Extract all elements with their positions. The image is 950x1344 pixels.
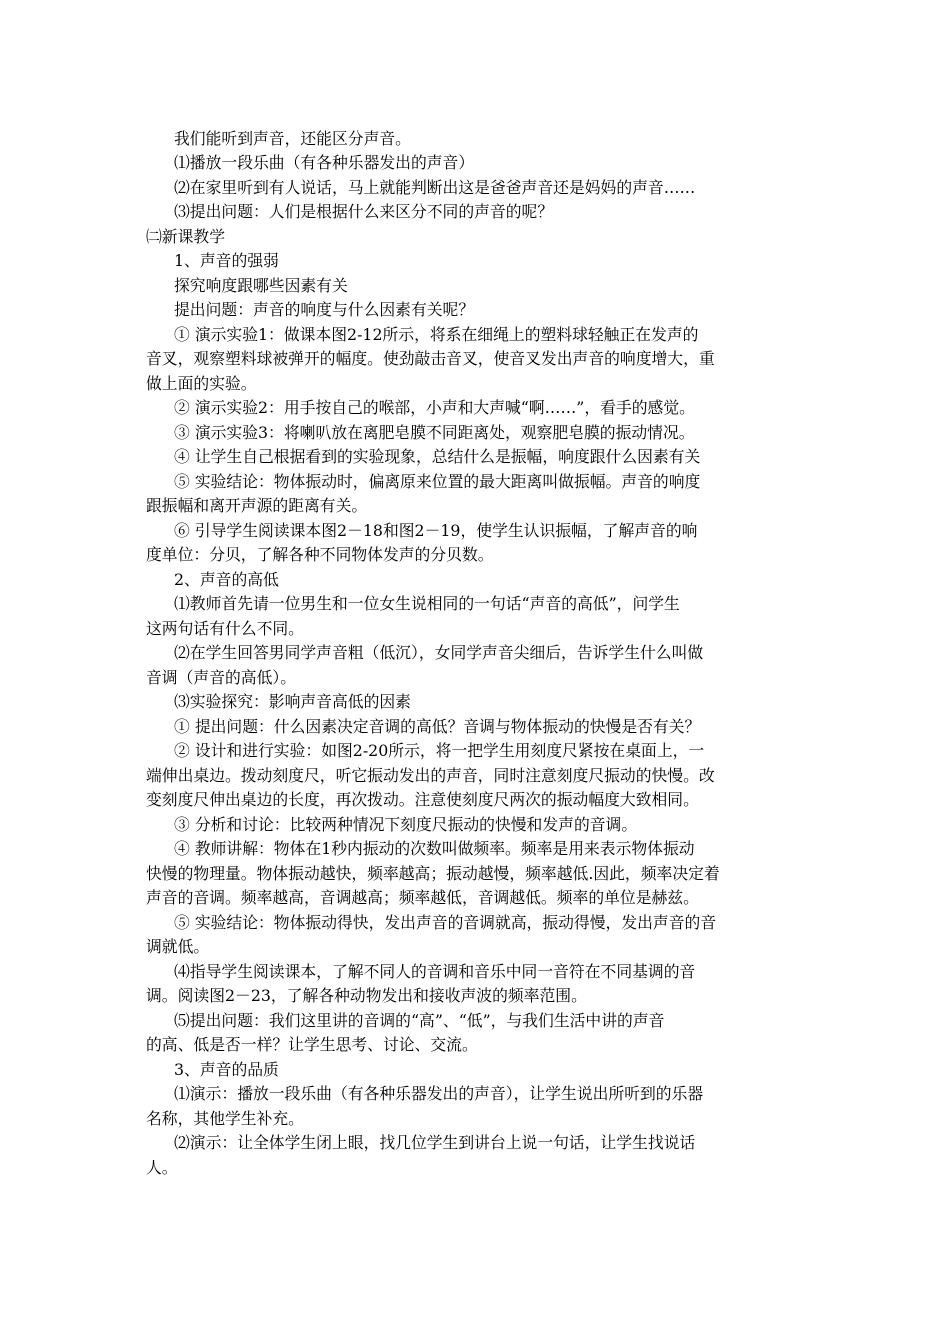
text-line: ⑴教师首先请一位男生和一位女生说相同的一句话“声音的高低”，问学生: [174, 594, 680, 613]
text-line: ④ 让学生自己根据看到的实验现象，总结什么是振幅，响度跟什么因素有关: [174, 447, 701, 466]
text-line: ⑵在家里听到有人说话，马上就能判断出这是爸爸声音还是妈妈的声音……: [174, 178, 696, 197]
text-line: ① 提出问题：什么因素决定音调的高低？音调与物体振动的快慢是否有关？: [174, 717, 701, 736]
text-line: ⑷指导学生阅读课本，了解不同人的音调和音乐中同一音符在不同基调的音: [174, 962, 696, 981]
text-line: ④ 教师讲解：物体在1秒内振动的次数叫做频率。频率是用来表示物体振动: [174, 839, 695, 858]
text-line: 变刻度尺伸出桌边的长度，再次拨动。注意使刻度尺两次的振动幅度大致相同。: [146, 790, 699, 809]
text-line: ③ 演示实验3：将喇叭放在离肥皂膜不同距离处，观察肥皂膜的振动情况。: [174, 423, 695, 442]
text-line: 度单位：分贝，了解各种不同物体发声的分贝数。: [146, 545, 494, 564]
text-line: ⑥ 引导学生阅读课本图2－18和图2－19，使学生认识振幅，了解声音的响: [174, 521, 698, 540]
subsection-heading: 1、声音的强弱: [174, 251, 279, 270]
text-line: 我们能听到声音，还能区分声音。: [174, 129, 411, 148]
text-line: 跟振幅和离开声源的距离有关。: [146, 496, 368, 515]
text-line: 探究响度跟哪些因素有关: [174, 276, 348, 295]
text-line: ⑸提出问题：我们这里讲的音调的“高”、“低”，与我们生活中讲的声音: [174, 1011, 665, 1030]
text-line: 提出问题：声音的响度与什么因素有关呢？: [174, 300, 475, 319]
text-line: ⑵在学生回答男同学声音粗（低沉），女同学声音尖细后，告诉学生什么叫做: [174, 643, 704, 662]
text-line: ⑤ 实验结论：物体振动得快，发出声音的音调就高，振动得慢，发出声音的音: [174, 913, 717, 932]
text-line: ② 演示实验2：用手按自己的喉部，小声和大声喊“啊……”，看手的感觉。: [174, 398, 695, 417]
text-line: ⑵演示：让全体学生闭上眼，找几位学生到讲台上说一句话，让学生找说话: [174, 1133, 696, 1152]
text-line: 声音的音调。频率越高，音调越高；频率越低，音调越低。频率的单位是赫兹。: [146, 888, 699, 907]
text-line: 端伸出桌边。拨动刻度尺，听它振动发出的声音，同时注意刻度尺振动的快慢。改: [146, 766, 715, 785]
text-line: 快慢的物理量。物体振动越快，频率越高；振动越慢，频率越低.因此，频率决定着: [146, 864, 720, 883]
text-line: ⑶实验探究：影响声音高低的因素: [174, 692, 411, 711]
text-line: 做上面的实验。: [146, 374, 257, 393]
text-line: ① 演示实验1：做课本图2-12所示，将系在细绳上的塑料球轻触正在发声的: [174, 325, 699, 344]
text-line: 人。: [146, 1158, 178, 1177]
text-line: 调就低。: [146, 937, 210, 956]
subsection-heading: 3、声音的品质: [174, 1060, 279, 1079]
section-heading: ㈡新课教学: [146, 227, 225, 246]
text-line: 的高、低是否一样？让学生思考、讨论、交流。: [146, 1035, 478, 1054]
text-line: 这两句话有什么不同。: [146, 619, 304, 638]
text-line: 名称，其他学生补充。: [146, 1109, 304, 1128]
text-line: ⑴播放一段乐曲（有各种乐器发出的声音）: [174, 153, 475, 172]
text-line: ⑶提出问题：人们是根据什么来区分不同的声音的呢？: [174, 202, 554, 221]
text-line: ⑴演示：播放一段乐曲（有各种乐器发出的声音），让学生说出所听到的乐器: [174, 1084, 704, 1103]
text-line: ② 设计和进行实验：如图2-20所示，将一把学生用刻度尺紧按在桌面上，一: [174, 741, 705, 760]
text-line: 音叉，观察塑料球被弹开的幅度。使劲敲击音叉，使音叉发出声音的响度增大，重: [146, 349, 715, 368]
subsection-heading: 2、声音的高低: [174, 570, 279, 589]
text-line: 调。阅读图2－23，了解各种动物发出和接收声波的频率范围。: [146, 986, 587, 1005]
text-line: ③ 分析和讨论：比较两种情况下刻度尺振动的快慢和发声的音调。: [174, 815, 638, 834]
text-line: 音调（声音的高低）。: [146, 668, 297, 687]
text-line: ⑤ 实验结论：物体振动时，偏离原来位置的最大距离叫做振幅。声音的响度: [174, 472, 701, 491]
